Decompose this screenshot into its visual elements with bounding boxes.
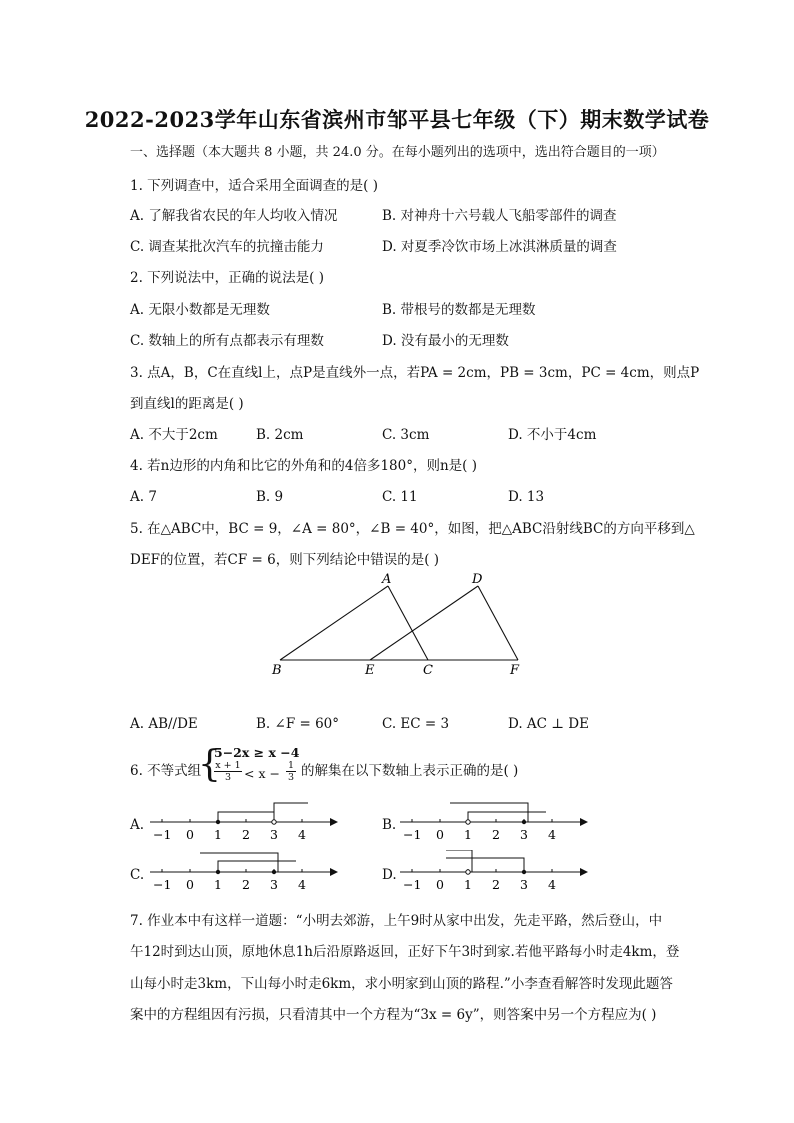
tick-label: 4: [298, 827, 306, 842]
label-e: E: [365, 663, 375, 678]
q5-option-a: A. AB//DE: [130, 716, 198, 732]
question-7-line-2: 午12时到达山顶，原地休息1h后沿原路返回，正好下午3时到家.若他平路每小时走4km，登: [130, 944, 680, 960]
tick-label: 0: [186, 877, 194, 892]
tick-label: 3: [270, 827, 278, 842]
q4-option-a: A. 7: [130, 489, 157, 505]
tick-label: 2: [492, 827, 500, 842]
fraction-numerator: 1: [287, 760, 295, 771]
tick-label: 1: [214, 877, 222, 892]
tick-label: −1: [153, 877, 172, 892]
tick-label: 4: [548, 877, 556, 892]
system-brace: {: [198, 744, 221, 785]
q2-option-a: A. 无限小数都是无理数: [130, 302, 270, 318]
fraction-denominator: 3: [287, 772, 295, 783]
question-2-stem: 2. 下列说法中，正确的说法是( ): [130, 270, 324, 286]
tick-label: −1: [403, 877, 422, 892]
section-heading: 一、选择题（本大题共 8 小题，共 24.0 分。在每小题列出的选项中，选出符合题目的一项）: [130, 145, 665, 160]
solution-bracket: [200, 853, 278, 872]
solution-bracket: [218, 861, 296, 872]
q2-option-b: B. 带根号的数都是无理数: [382, 302, 536, 318]
question-6-suffix: 的解集在以下数轴上表示正确的是( ): [301, 763, 519, 779]
question-6-prefix: 6. 不等式组: [130, 763, 202, 779]
segment-ac: [388, 586, 428, 660]
solution-bracket: [446, 858, 524, 872]
q3-option-c: C. 3cm: [382, 427, 430, 443]
fraction-numerator: x + 1: [215, 760, 241, 771]
question-5-line-2: DEF的位置，若CF = 6，则下列结论中错误的是( ): [130, 552, 440, 568]
tick-label: 0: [436, 827, 444, 842]
question-7-line-4: 案中的方程组因有污损，只看清其中一个方程为“3x = 6y”，则答案中另一个方程应为( ): [130, 1007, 657, 1023]
label-c: C: [423, 663, 433, 678]
q3-option-d: D. 不小于4cm: [508, 427, 597, 443]
segment-de: [370, 586, 478, 660]
tick-label: 2: [242, 877, 250, 892]
number-line-a: [148, 800, 338, 844]
question-5-line-1: 5. 在△ABC中，BC = 9，∠A = 80°，∠B = 40°，如图，把△ABC沿射线BC的方向平移到△: [130, 521, 695, 537]
page-title: 2022-2023学年山东省滨州市邹平县七年级（下）期末数学试卷: [84, 107, 710, 132]
inequality-2-middle: < x −: [244, 766, 280, 781]
tick-label: 3: [520, 877, 528, 892]
question-7-line-1: 7. 作业本中有这样一道题：“小明去郊游，上午9时从家中出发，先走平路，然后登山，中: [130, 913, 663, 929]
tick-label: −1: [153, 827, 172, 842]
q1-option-d: D. 对夏季冷饮市场上冰淇淋质量的调查: [382, 239, 617, 255]
q6-option-c-letter: C.: [130, 867, 145, 883]
number-line-c: [148, 850, 338, 894]
inequality-2-fraction-right: [286, 760, 296, 783]
segment-df: [478, 586, 518, 660]
q3-option-a: A. 不大于2cm: [130, 427, 218, 443]
label-d: D: [472, 572, 483, 587]
solution-bracket: [274, 803, 308, 822]
question-4-stem: 4. 若n边形的内角和比它的外角和的4倍多180°，则n是( ): [130, 458, 477, 474]
tick-label: 1: [214, 827, 222, 842]
tick-label: 2: [242, 827, 250, 842]
solution-bracket: [446, 850, 472, 872]
tick-label: 0: [436, 877, 444, 892]
q5-option-c: C. EC = 3: [382, 716, 450, 732]
tick-label: 4: [548, 827, 556, 842]
inequality-1: 5−2x ≥ x −4: [214, 745, 300, 760]
label-a: A: [382, 572, 392, 587]
tick-label: 4: [298, 877, 306, 892]
q5-option-b: B. ∠F = 60°: [256, 716, 340, 732]
number-line-d: [398, 850, 588, 894]
fraction-denominator: 3: [224, 772, 232, 783]
tick-label: 3: [270, 877, 278, 892]
q6-option-d-letter: D.: [382, 867, 397, 883]
segment-ab: [280, 586, 388, 660]
q1-option-c: C. 调查某批次汽车的抗撞击能力: [130, 239, 324, 255]
q2-option-c: C. 数轴上的所有点都表示有理数: [130, 333, 324, 349]
q3-option-b: B. 2cm: [256, 427, 304, 443]
q4-option-b: B. 9: [256, 489, 284, 505]
q1-option-a: A. 了解我省农民的年人均收入情况: [130, 208, 338, 224]
question-3-line-2: 到直线l的距离是( ): [130, 396, 244, 412]
q4-option-c: C. 11: [382, 489, 418, 505]
q6-option-b-letter: B.: [382, 817, 397, 833]
number-line-b: [398, 800, 588, 844]
q2-option-d: D. 没有最小的无理数: [382, 333, 509, 349]
label-b: B: [272, 663, 282, 678]
tick-label: 2: [492, 877, 500, 892]
q4-option-d: D. 13: [508, 489, 545, 505]
translation-figure: [260, 568, 540, 680]
q5-option-d: D. AC ⊥ DE: [508, 716, 589, 732]
question-1-stem: 1. 下列调查中，适合采用全面调查的是( ): [130, 178, 378, 194]
q6-option-a-letter: A.: [130, 817, 145, 833]
solution-bracket: [468, 812, 546, 822]
label-f: F: [510, 663, 520, 678]
tick-label: 3: [520, 827, 528, 842]
tick-label: 1: [464, 827, 472, 842]
inequality-2-fraction-left: [214, 760, 242, 783]
tick-label: 1: [464, 877, 472, 892]
question-3-line-1: 3. 点A，B，C在直线l上，点P是直线外一点，若PA = 2cm，PB = 3cm，PC = 4cm，则点P: [130, 365, 700, 381]
tick-label: −1: [403, 827, 422, 842]
q1-option-b: B. 对神舟十六号载人飞船零部件的调查: [382, 208, 617, 224]
tick-label: 0: [186, 827, 194, 842]
question-7-line-3: 山每小时走3km，下山每小时走6km，求小明家到山顶的路程.”小李查看解答时发现此题答: [130, 976, 673, 992]
